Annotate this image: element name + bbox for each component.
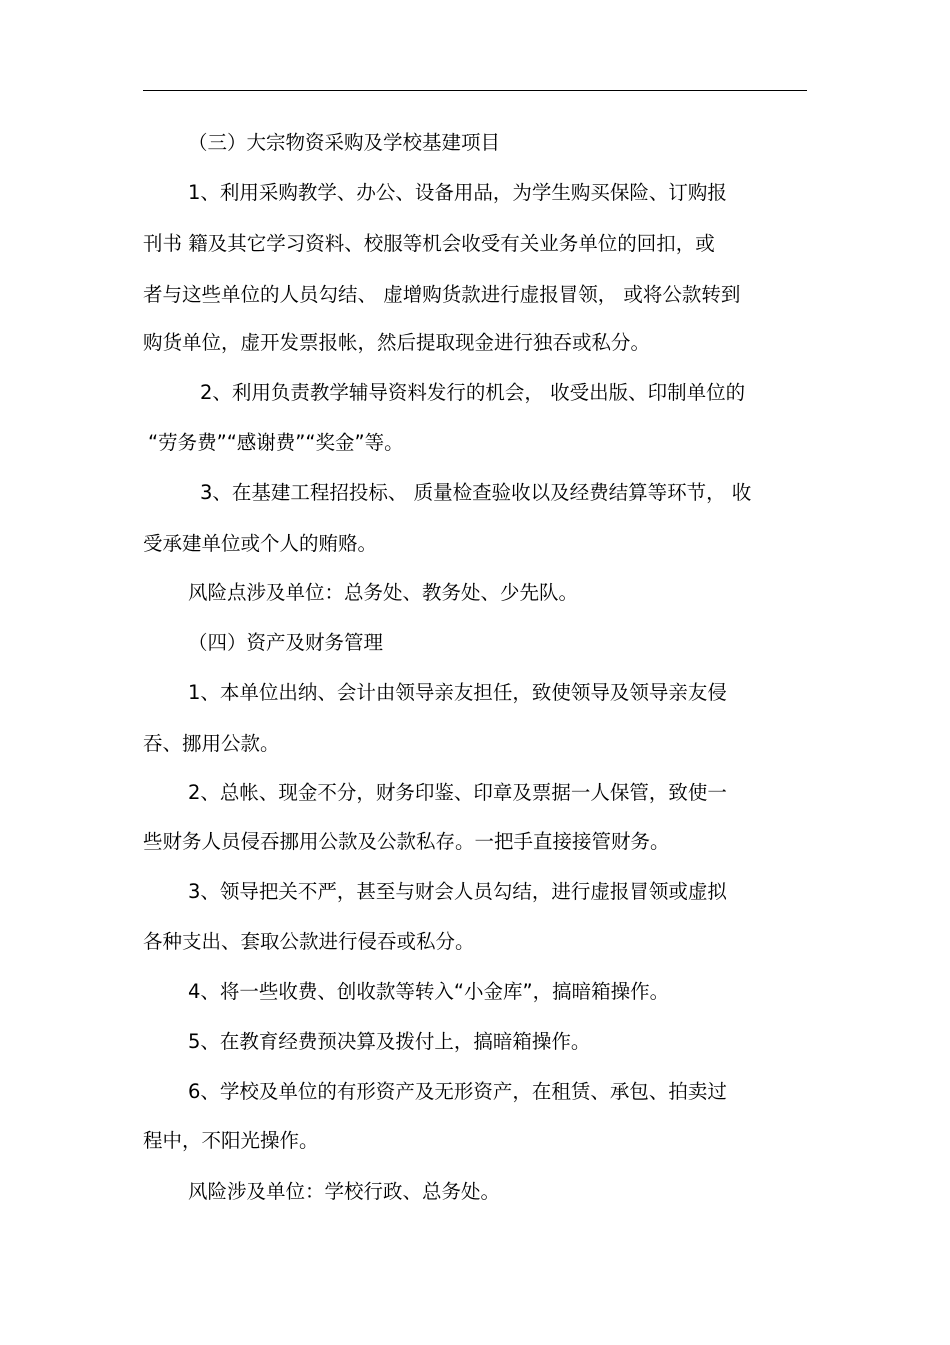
paragraph-line: 2、利用负责教学辅导资料发行的机会， 收受出版、印制单位的 [200,381,746,404]
paragraph-line: 者与这些单位的人员勾结、 虚增购货款进行虚报冒领， 或将公款转到 [143,283,741,306]
paragraph-line: 程中，不阳光操作。 [143,1129,319,1152]
paragraph-line: 2、总帐、现金不分，财务印鉴、印章及票据一人保管，致使一 [188,781,727,804]
paragraph-line: 受承建单位或个人的贿赂。 [143,532,378,555]
paragraph-line: 3、领导把关不严，甚至与财会人员勾结，进行虚报冒领或虚拟 [188,880,727,903]
section-heading-4: （四）资产及财务管理 [188,631,384,654]
paragraph-line: 1、利用采购教学、办公、设备用品，为学生购买保险、订购报 [188,181,727,204]
paragraph-line: 购货单位，虚开发票报帐，然后提取现金进行独吞或私分。 [143,331,651,354]
paragraph-line: 3、在基建工程招投标、 质量检查验收以及经费结算等环节， 收 [200,481,752,504]
paragraph-line: 1、本单位出纳、会计由领导亲友担任，致使领导及领导亲友侵 [188,681,727,704]
paragraph-line: 些财务人员侵吞挪用公款及公款私存。一把手直接接管财务。 [143,830,670,853]
paragraph-line: 6、学校及单位的有形资产及无形资产，在租赁、承包、拍卖过 [188,1080,727,1103]
paragraph-line: 刊书 籍及其它学习资料、校服等机会收受有关业务单位的回扣，或 [143,232,715,255]
paragraph-line: 各种支出、套取公款进行侵吞或私分。 [143,930,475,953]
risk-units-line: 风险点涉及单位：总务处、教务处、少先队。 [188,581,579,604]
paragraph-line: “劳务费”“感谢费”“奖金”等。 [148,431,404,454]
paragraph-line: 5、在教育经费预决算及拨付上，搞暗箱操作。 [188,1030,591,1053]
paragraph-line: 4、将一些收费、创收款等转入“小金库”，搞暗箱操作。 [188,980,670,1003]
risk-units-line: 风险涉及单位：学校行政、总务处。 [188,1180,501,1203]
header-rule [143,90,807,91]
paragraph-line: 吞、挪用公款。 [143,732,280,755]
section-heading-3: （三）大宗物资采购及学校基建项目 [188,131,501,154]
